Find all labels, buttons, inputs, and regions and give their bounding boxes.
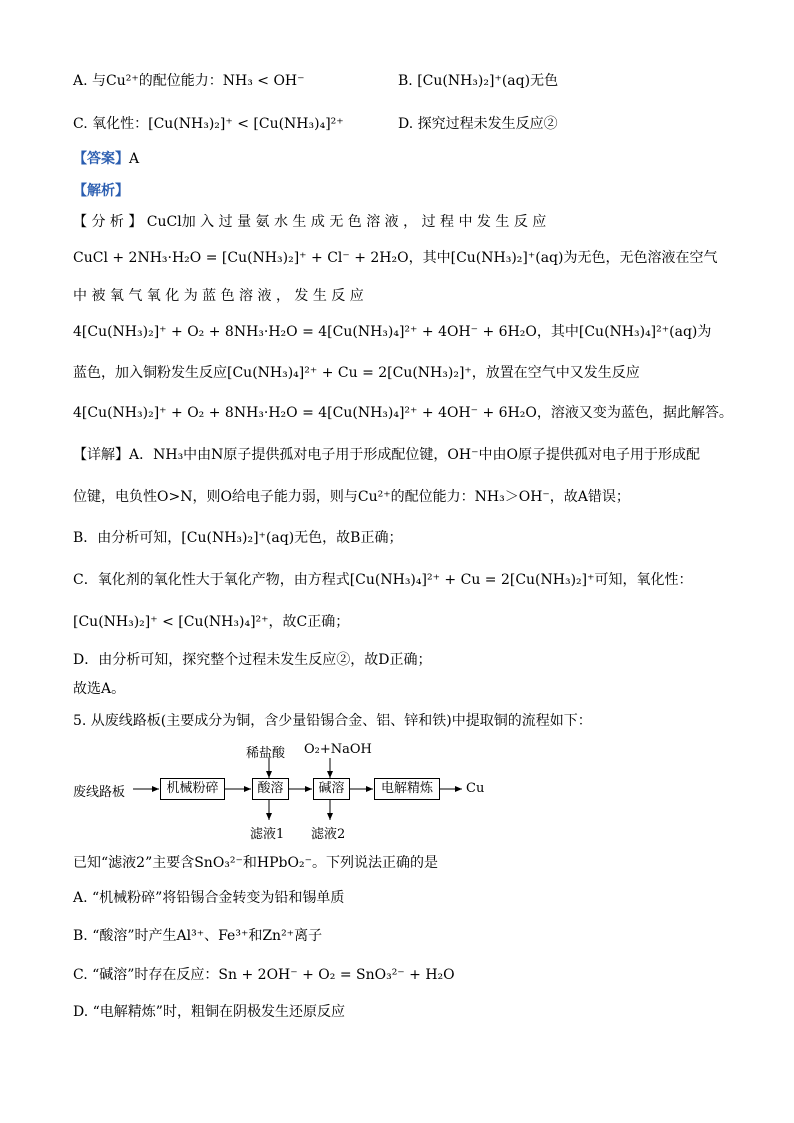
analysis-line-5: 蓝色，加入铜粉发生反应[Cu(NH₃)₄]²⁺ + Cu = 2[Cu(NH₃)₂]⁺，放置在空气中又发生反应 <box>73 365 640 381</box>
flow-box-crush: 机械粉碎 <box>160 778 225 800</box>
flow-box-acid: 酸溶 <box>252 778 289 800</box>
q5-option-c: C. “碱溶”时存在反应：Sn + 2OH⁻ + O₂ = SnO₃²⁻ + H₂O <box>73 967 455 983</box>
q5-option-d: D. “电解精炼”时，粗铜在阴极发生还原反应 <box>73 1004 345 1020</box>
flow-output-filtrate2: 滤液2 <box>311 827 346 842</box>
detail-line-5: [Cu(NH₃)₂]⁺ < [Cu(NH₃)₄]²⁺，故C正确； <box>73 614 350 630</box>
flow-output-filtrate1: 滤液1 <box>250 827 285 842</box>
flow-input-oxygen-naoh: O₂+NaOH <box>304 742 372 757</box>
detail-line-6: D．由分析可知，探究整个过程未发生反应②，故D正确； <box>73 652 432 668</box>
flow-box-base: 碱溶 <box>313 778 350 800</box>
detail-line-7: 故选A。 <box>73 681 126 697</box>
analysis-line-4: 4[Cu(NH₃)₂]⁺ + O₂ + 8NH₃·H₂O = 4[Cu(NH₃)₄]²⁺ + 4OH⁻ + 6H₂O，其中[Cu(NH₃)₄]²⁺(aq)为 <box>73 324 712 340</box>
analysis-line-1: 【 分 析 】 CuCl加 入 过 量 氨 水 生 成 无 色 溶 液 ， 过 程 中 发 生 反 应 <box>73 214 547 230</box>
answer-value: A <box>129 151 140 167</box>
q4-option-b: B. [Cu(NH₃)₂]⁺(aq)无色 <box>398 73 559 89</box>
q5-known: 已知“滤液2”主要含SnO₃²⁻和HPbO₂⁻。下列说法正确的是 <box>73 855 438 871</box>
detail-line-3: B．由分析可知，[Cu(NH₃)₂]⁺(aq)无色，故B正确； <box>73 530 403 546</box>
q5-option-b: B. “酸溶”时产生Al³⁺、Fe³⁺和Zn²⁺离子 <box>73 928 323 944</box>
analysis-line-2: CuCl + 2NH₃·H₂O = [Cu(NH₃)₂]⁺ + Cl⁻ + 2H₂O，其中[Cu(NH₃)₂]⁺(aq)为无色，无色溶液在空气 <box>73 250 718 266</box>
detail-line-2: 位键，电负性O>N，则O给电子能力弱，则与Cu²⁺的配位能力：NH₃＞OH⁻，故A错误； <box>73 489 630 505</box>
q4-option-a: A. 与Cu²⁺的配位能力：NH₃ < OH⁻ <box>73 73 305 89</box>
answer-label: 【答案】 <box>73 151 129 167</box>
analysis-line-3: 中 被 氧 气 氧 化 为 蓝 色 溶 液 ， 发 生 反 应 <box>73 288 364 304</box>
q4-option-d: D. 探究过程未发生反应② <box>398 116 558 132</box>
flow-input-acid: 稀盐酸 <box>246 746 286 761</box>
analysis-label: 【解析】 <box>73 183 129 199</box>
flow-box-electrolysis: 电解精炼 <box>374 778 440 800</box>
q4-option-c: C. 氧化性：[Cu(NH₃)₂]⁺ < [Cu(NH₃)₄]²⁺ <box>73 116 344 132</box>
detail-line-4: C．氧化剂的氧化性大于氧化产物，由方程式[Cu(NH₃)₄]²⁺ + Cu = 2[Cu(NH₃)₂]⁺可知，氧化性： <box>73 572 693 588</box>
answer-row <box>73 152 139 166</box>
q5-option-a: A. “机械粉碎”将铅锡合金转变为铅和锡单质 <box>73 890 345 906</box>
analysis-line-6: 4[Cu(NH₃)₂]⁺ + O₂ + 8NH₃·H₂O = 4[Cu(NH₃)₄]²⁺ + 4OH⁻ + 6H₂O，溶液又变为蓝色，据此解答。 <box>73 405 733 421</box>
q5-stem: 5. 从废线路板(主要成分为铜，含少量铅锡合金、铝、锌和铁)中提取铜的流程如下： <box>73 713 592 729</box>
flow-start: 废线路板 <box>73 785 126 800</box>
detail-line-1: 【详解】A．NH₃中由N原子提供孤对电子用于形成配位键，OH⁻中由O原子提供孤对电子用于形成配 <box>73 447 700 463</box>
flow-end: Cu <box>466 781 485 796</box>
